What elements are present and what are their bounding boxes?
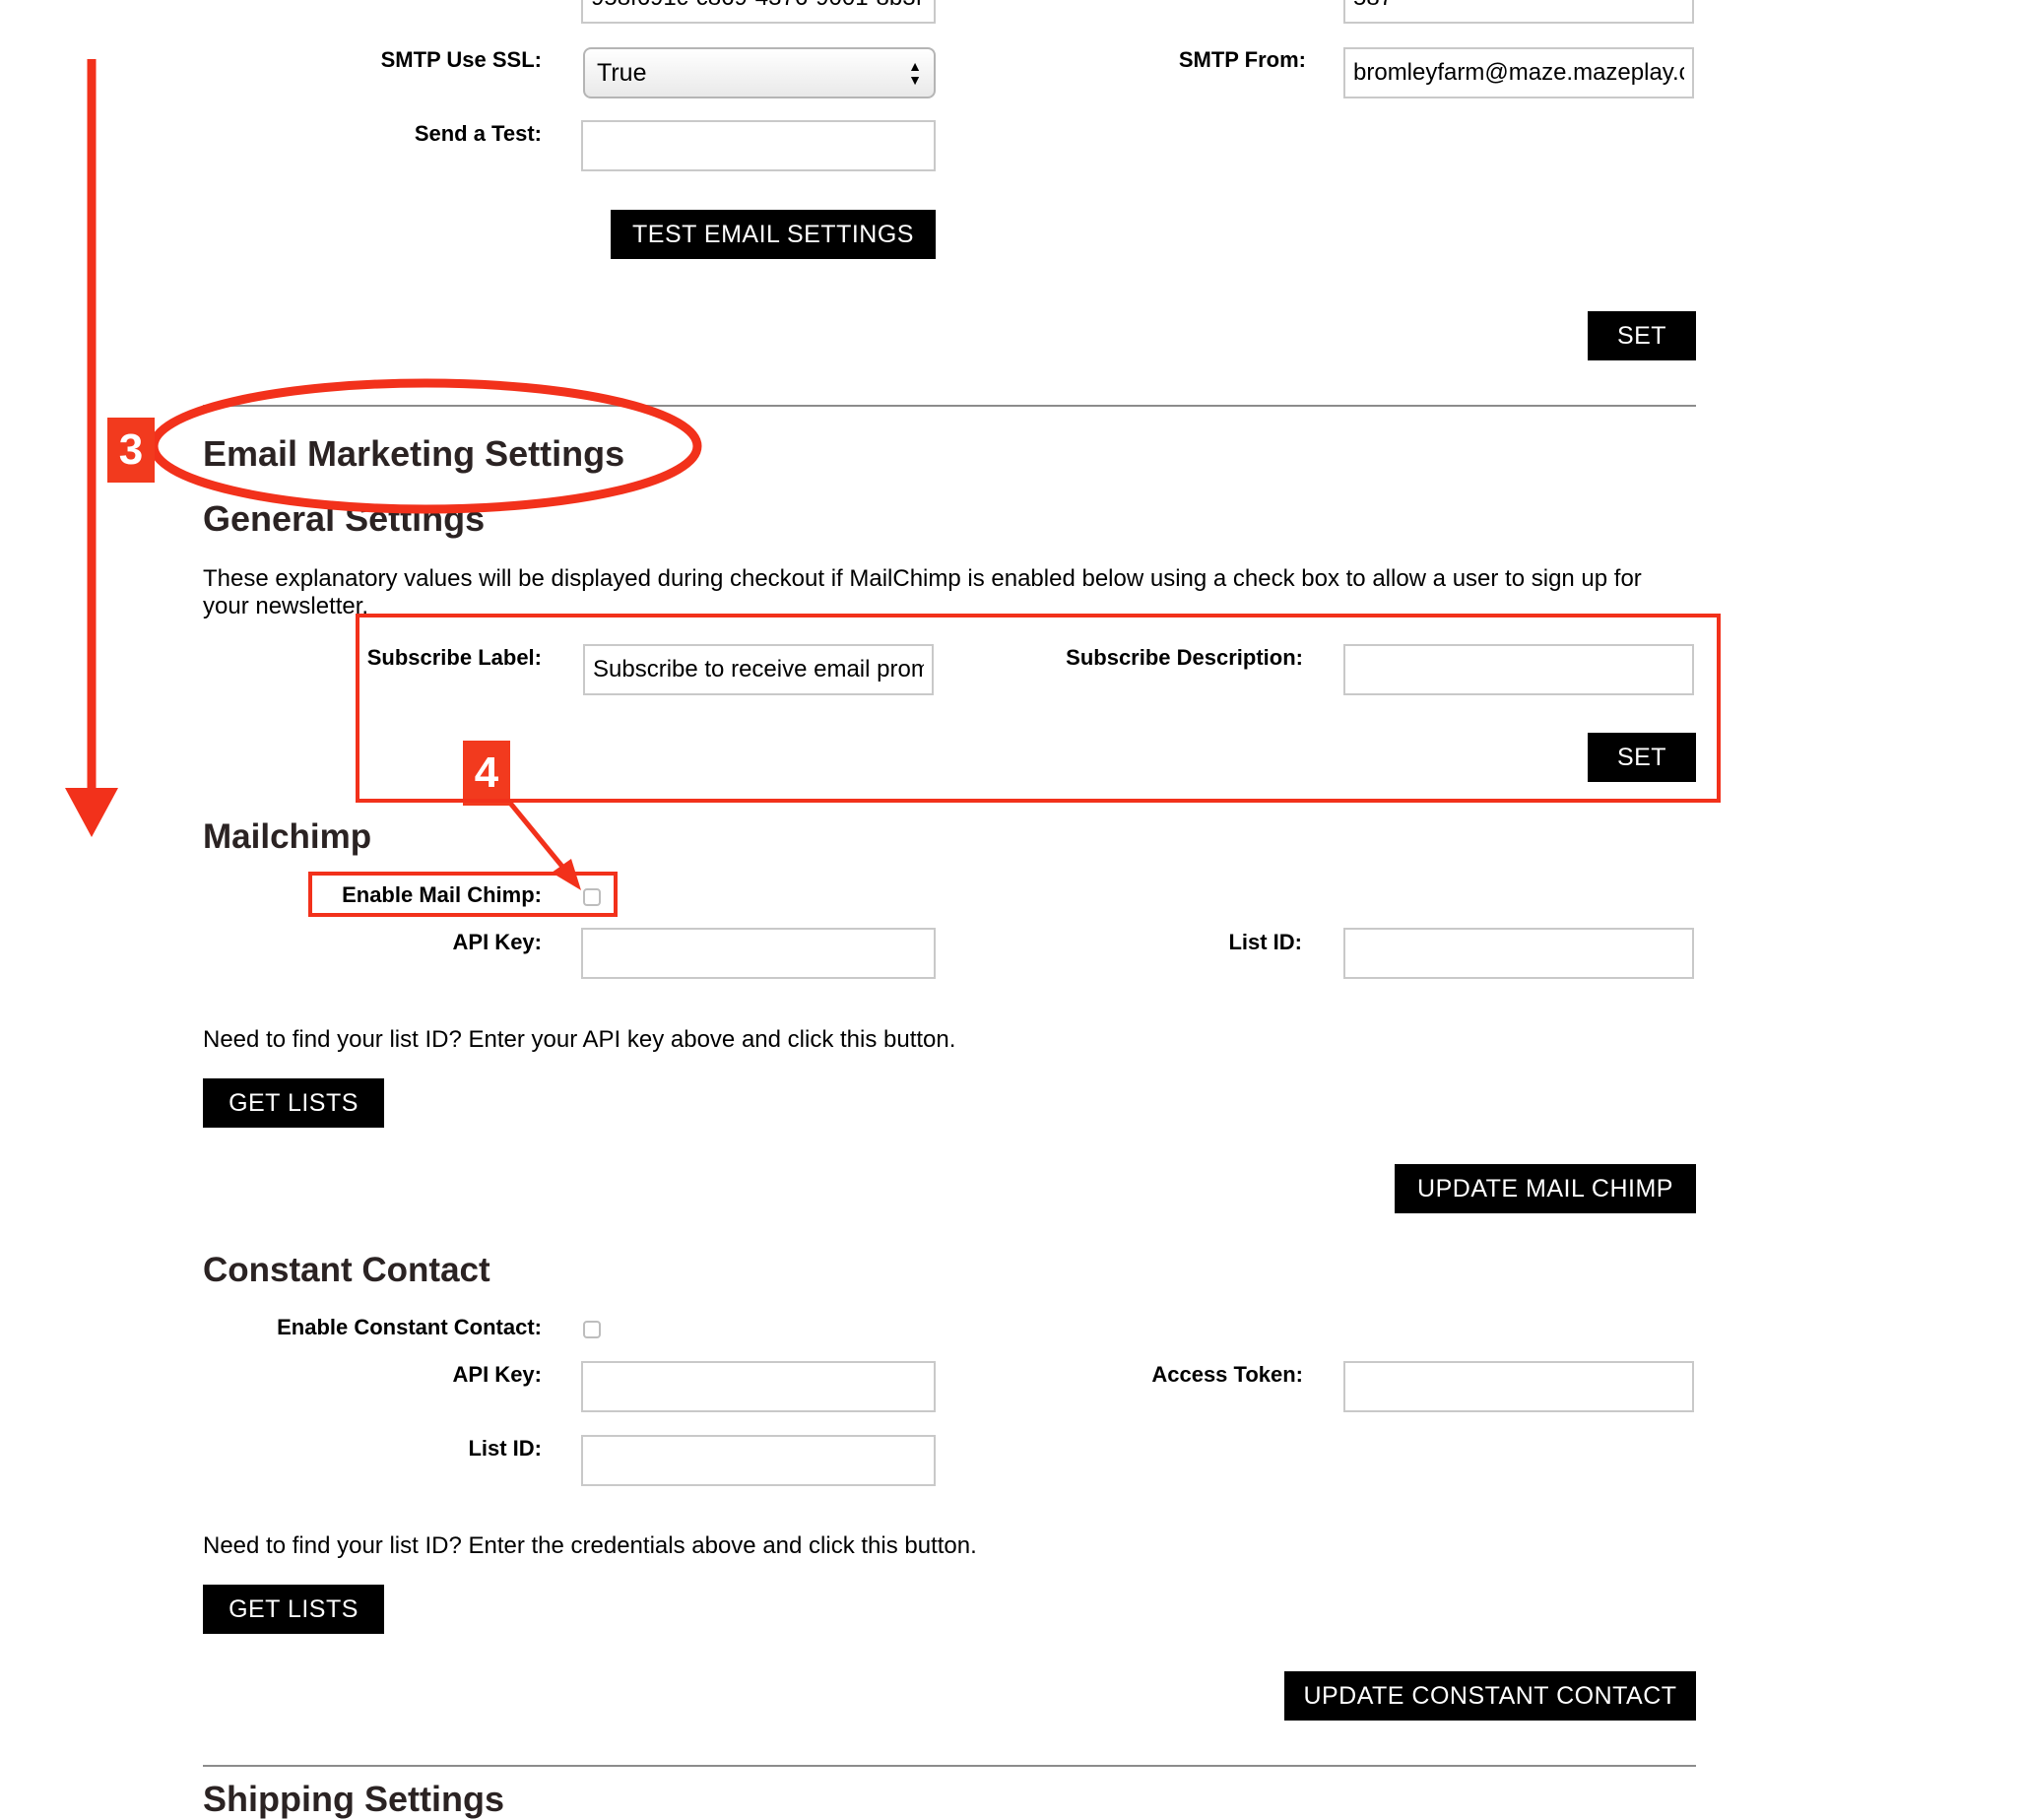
subscribe-description-label: Subscribe Description: <box>1066 645 1303 670</box>
enable-constant-contact-label: Enable Constant Contact: <box>277 1315 542 1339</box>
smtp-use-ssl-label: SMTP Use SSL: <box>380 47 542 72</box>
enable-mailchimp-label: Enable Mail Chimp: <box>342 882 542 907</box>
scroll-arrow-head <box>65 788 118 837</box>
shipping-settings-title: Shipping Settings <box>203 1779 504 1819</box>
general-settings-description: These explanatory values will be displayed during checkout if MailChimp is enabled below using a check box to allow a user to sign up for your newsletter. <box>203 565 1642 619</box>
update-mailchimp-button[interactable]: UPDATE MAIL CHIMP <box>1395 1164 1696 1213</box>
constant-contact-api-key-label: API Key: <box>452 1362 542 1387</box>
subscribe-settings-highlight-box <box>356 614 1721 803</box>
select-arrows-icon: ▲ ▼ <box>908 58 922 88</box>
constant-contact-help-text: Need to find your list ID? Enter the credentials above and click this button. <box>203 1532 977 1559</box>
test-email-settings-button[interactable]: TEST EMAIL SETTINGS <box>611 210 936 259</box>
update-constant-contact-button[interactable]: UPDATE CONSTANT CONTACT <box>1284 1671 1696 1721</box>
general-set-button[interactable]: SET <box>1588 733 1696 782</box>
access-token-label: Access Token: <box>1151 1362 1303 1387</box>
smtp-set-button[interactable]: SET <box>1588 311 1696 360</box>
mailchimp-title: Mailchimp <box>203 817 372 856</box>
smtp-use-ssl-value: True <box>597 59 647 87</box>
mailchimp-help-text: Need to find your list ID? Enter your API key above and click this button. <box>203 1026 956 1053</box>
mailchimp-list-id-label: List ID: <box>1228 930 1302 954</box>
constant-contact-list-id-label: List ID: <box>468 1436 542 1461</box>
constant-contact-get-lists-button[interactable]: GET LISTS <box>203 1585 384 1634</box>
enable-mailchimp-highlight-box <box>308 872 618 917</box>
step-4-badge: 4 <box>463 741 510 806</box>
pointer-arrow-line <box>504 796 567 873</box>
mailchimp-get-lists-button[interactable]: GET LISTS <box>203 1078 384 1128</box>
highlight-ellipse <box>154 383 697 509</box>
mailchimp-api-key-label: API Key: <box>452 930 542 954</box>
constant-contact-title: Constant Contact <box>203 1251 490 1289</box>
step-3-badge: 3 <box>107 418 155 483</box>
send-test-label: Send a Test: <box>414 121 542 146</box>
subscribe-label-label: Subscribe Label: <box>366 645 542 670</box>
email-marketing-title: Email Marketing Settings <box>203 433 625 474</box>
smtp-from-label: SMTP From: <box>1178 47 1306 72</box>
general-settings-title: General Settings <box>203 498 486 539</box>
